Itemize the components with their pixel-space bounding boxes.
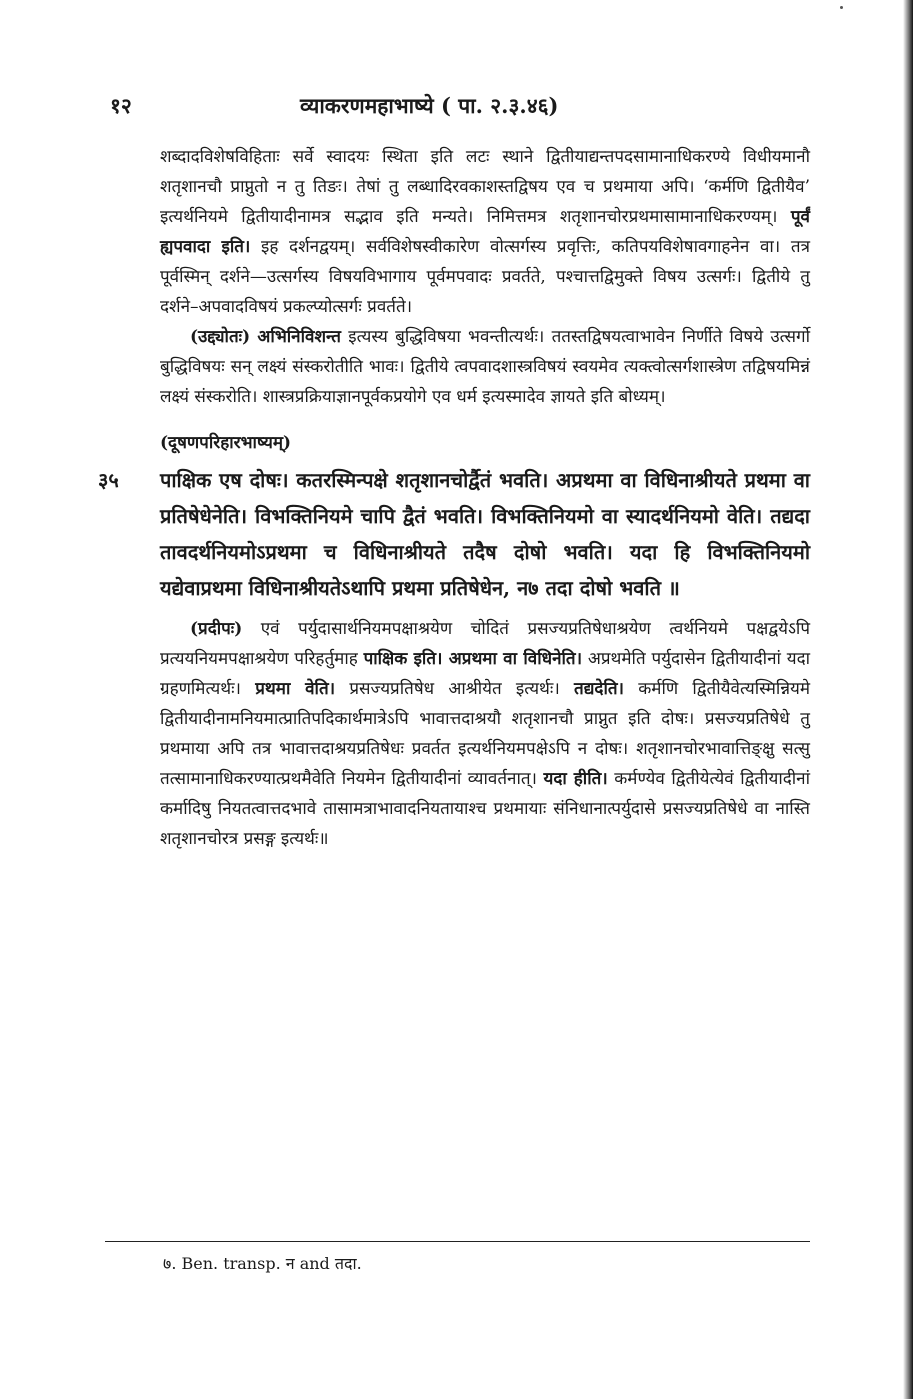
running-title: व्याकरणमहाभाष्ये ( पा. २.३.४६): [300, 93, 559, 118]
bhashya-block: [98, 462, 810, 606]
bhashya-text: पाक्षिक एष दोषः। कतरस्मिन्पक्षे शतृशानचोर्द्वैतं भवति। अप्रथमा वा विधिनाश्रीयते प्रथमा वा प्रतिषेधेनेति। विभक्तिनियमे चापि द्वैतं भवति। विभक्तिनियमो वा स्यादर्थनियमो वेति। तद्यदा तावदर्थनियमोऽप्रथमा च विधिनाश्रीयते तदैष दोषो भवति। यदा हि विभक्तिनियमो यद्येवाप्रथमा विधिनाश्रीयतेऽथापि प्रथमा प्रतिषेधेन, न७ तदा दोषो भवति ॥: [160, 468, 810, 600]
pradipa-bold-d: यदा हीति।: [543, 769, 608, 789]
pradipa-paragraph: [160, 614, 810, 854]
pradipa-text-b: अप्रथमेति पर्युदासेन द्वितीयादीनां यदा ग्रहणमित्यर्थः।: [160, 649, 811, 699]
uddyota-paragraph: [160, 322, 810, 412]
page-number: १२: [110, 93, 132, 118]
pradipa-text-d: कर्मणि द्वितीयैवेत्यस्मिन्नियमे द्वितीयादीनामनियमात्प्रातिपदिकार्थमात्रेऽपि भावात्तदाश्रयौ शतृशानचौ प्राप्नुत इति दोषः। प्रसज्यप्रतिषेधे तु प्रथमाया अपि तत्र भावात्तदाश्रयप्रतिषेधः प्रवर्तत इत्यर्थनियमपक्षेऽपि न दोषः। शतृशानचोरभावात्तिङ्क्षु सत्सु तत्सामानाधिकरण्यात्प्रथमैवेति नियमेन द्वितीयादीनां व्यावर्तनात्।: [160, 679, 811, 789]
intro-bold-a: पूर्वं ह्यपवादा इति।: [160, 207, 810, 257]
pradipa-label: (प्रदीपः): [190, 619, 243, 639]
pradipa-bold-a: पाक्षिक इति। अप्रथमा वा विधिनेति।: [363, 649, 583, 669]
pradipa-bold-b: प्रथमा वेति।: [255, 679, 336, 699]
uddyota-term: अभिनिविशन्त: [257, 327, 341, 347]
uddyota-text: इत्यस्य बुद्धिविषया भवन्तीत्यर्थः। ततस्तद्विषयत्वाभावेन निर्णीते विषये उत्सर्गो बुद्धिविषयः सन् लक्ष्यं संस्करोतीति भावः। द्वितीये त्वपवादशास्त्रविषयं स्वयमेव त्यक्त्वोत्सर्गशास्त्रेण तद्विषयमिन्नं लक्ष्यं संस्करोति। शास्त्रप्रक्रियाज्ञानपूर्वकप्रयोगे एव धर्म इत्यस्मादेव ज्ञायते इति बोध्यम्।: [160, 327, 811, 407]
scan-speck: [840, 6, 843, 9]
pradipa-text-a: एवं पर्युदासार्थनियमपक्षाश्रयेण चोदितं प्रसज्यप्रतिषेधाश्रयेण त्वर्थनियमे पक्षद्वयेऽपि प्रत्ययनियमपक्षाश्रयेण परिहर्तुमाह: [160, 619, 810, 669]
section-heading-text: (दूषणपरिहारभाष्यम्): [160, 433, 292, 453]
pradipa-text-c: प्रसज्यप्रतिषेध आश्रीयेत इत्यर्थः।: [349, 679, 560, 699]
intro-text-a: शब्दादविशेषविहिताः सर्वे स्वादयः स्थिता इति लटः स्थाने द्वितीयाद्यन्तपदसामानाधिकरण्ये विधीयमानौ शतृशानचौ प्राप्नुतो न तु तिङः। तेषां तु लब्धादिरवकाशस्तद्विषय एव च प्रथमाया अपि। ‘कर्मणि द्वितीयैव’ इत्यर्थनियमे द्वितीयादीनामत्र सद्भाव इति मन्यते। निमित्तमत्र शतृशानचोरप्रथमासामानाधिकरण्यम्।: [160, 147, 810, 227]
page-body: [98, 142, 811, 854]
section-heading: [160, 428, 810, 458]
uddyota-label: (उद्द्योतः): [190, 327, 251, 347]
bhashya-number: ३५: [98, 468, 119, 492]
footnote-rule: [105, 1241, 810, 1242]
footnote: ७. Ben. transp. न and तदा.: [163, 1254, 362, 1273]
page-scan-edge: [903, 0, 913, 1399]
pradipa-text-e: कर्मण्येव द्वितीयेत्येवं द्वितीयादीनां कर्मादिषु नियतत्वात्तदभावे तासामत्राभावादनियतायाश्च प्रथमायाः संनिधानात्पर्युदासे प्रसज्यप्रतिषेधे वा नास्ति शतृशानचोरत्र प्रसङ्ग इत्यर्थः॥: [160, 769, 811, 849]
pradipa-bold-c: तद्यदेति।: [574, 679, 624, 699]
intro-paragraph: [160, 142, 810, 322]
page-header: [110, 92, 800, 126]
intro-text-b: इह दर्शनद्वयम्। सर्वविशेषस्वीकारेण वोत्सर्गस्य प्रवृत्तिः, कतिपयविशेषावगाहनेन वा। तत्र पूर्वस्मिन् दर्शने—उत्सर्गस्य विषयविभागाय पूर्वमपवादः प्रवर्तते, पश्चात्तद्विमुक्ते विषय उत्सर्गः। द्वितीये तु दर्शने–अपवादविषयं प्रकल्प्योत्सर्गः प्रवर्तते।: [160, 237, 810, 317]
